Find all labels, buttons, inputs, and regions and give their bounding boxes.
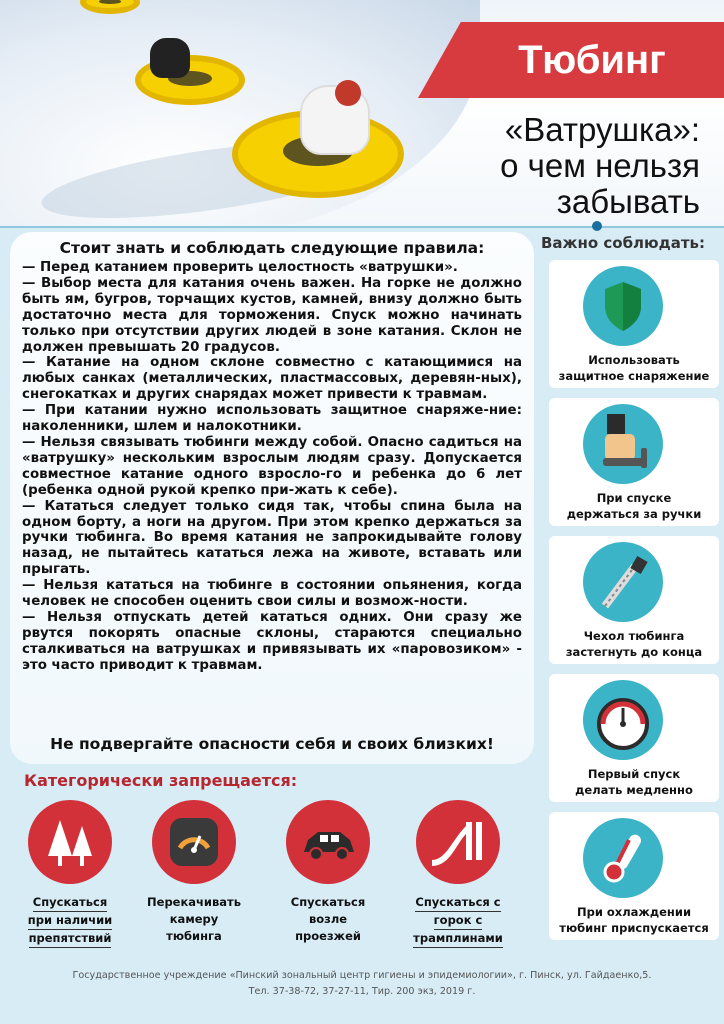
- car-icon: [286, 800, 370, 884]
- speedometer-icon: [583, 680, 663, 760]
- pressure-gauge-icon: [152, 800, 236, 884]
- footer-contacts: Тел. 37-38-72, 37-27-11, Тир. 200 экз, 2019 г.: [248, 986, 476, 997]
- shield-icon: [583, 266, 663, 346]
- divider-line: [0, 226, 724, 228]
- important-card-protective-gear: Использовать защитное снаряжение: [549, 260, 719, 388]
- rider-front-head: [335, 80, 361, 106]
- page-title: Тюбинг: [518, 38, 666, 82]
- rider-back: [150, 38, 190, 78]
- forbidden-item-overinflate: Перекачивать камеру тюбинга: [140, 800, 260, 950]
- rules-panel: [10, 232, 534, 764]
- important-title: Важно соблюдать:: [541, 234, 706, 252]
- trees-icon: [28, 800, 112, 884]
- forbidden-item-obstacles: Спускаться при наличии препятствий: [16, 800, 136, 950]
- rule-paragraph: — Катание на одном склоне совместно с катающимися на любых санках (металлических, пластмассовых, деревян-ных), снегокатках и других снарядах может привести к травмам.: [22, 355, 522, 403]
- important-card-hold-handles: При спуске держаться за ручки: [549, 398, 719, 526]
- rules-warning: Не подвергайте опасности себя и своих близких!: [50, 735, 494, 753]
- hand-grip-icon: [583, 404, 663, 484]
- important-card-deflate-cold: При охлаждении тюбинг приспускается: [549, 812, 719, 940]
- forbidden-title: Категорически запрещается:: [24, 771, 298, 790]
- forbidden-item-near-road: Спускаться возле проезжей: [274, 800, 394, 950]
- footer-address: Государственное учреждение «Пинский зональный центр гигиены и эпидемиологии», г. Пинск, ул. Гайдаенко,5.: [72, 970, 652, 981]
- divider-dot: [592, 221, 602, 231]
- rule-paragraph: — Перед катанием проверить целостность «ватрушки».: [22, 260, 458, 275]
- ramp-icon: [416, 800, 500, 884]
- rule-paragraph: — Выбор места для катания очень важен. На горке не должно быть ям, бугров, торчащих кустов, камней, внизу должно быть достаточно места для торможения. Спуск можно начинать только при отсутствии других людей в зоне катания. Склон не должен превышать 20 градусов.: [22, 275, 522, 355]
- rule-paragraph: — При катании нужно использовать защитное снаряже-ние: наколенники, шлем и налокотники.: [22, 403, 522, 435]
- rules-heading: Стоит знать и соблюдать следующие правила:: [59, 239, 485, 257]
- rule-paragraph: — Нельзя связывать тюбинги между собой. Опасно садиться на «ватрушку» нескольким взрослым людям сразу. Допускается совместное катание одного взросло-го и ребенка до 6 лет (ребенка одной рукой крепко при-жать к себе).: [22, 434, 522, 498]
- important-card-first-descent-slow: Первый спуск делать медленно: [549, 674, 719, 802]
- forbidden-item-ramps: Спускаться с горок с трамплинами: [404, 800, 524, 950]
- thermometer-icon: [583, 818, 663, 898]
- rule-paragraph: — Нельзя отпускать детей кататься одних. Они сразу же рвутся покорять опасные склоны, стараются специально сталкиваться на ватрушках и привязывать их «паровозиком» - это часто приводит к травмам.: [22, 609, 522, 673]
- page-footer: [0, 968, 724, 1000]
- rule-paragraph: — Нельзя кататься на тюбинге в состоянии опьянения, когда человек не способен оценить свои силы и возмож-ности.: [22, 578, 522, 610]
- rule-paragraph: — Кататься следует только сидя так, чтобы спина была на одном борту, а ноги на другом. При этом крепко держаться за ручки тюбинга. Во время катания не запрокидывайте голову назад, не пытайтесь кататься лежа на животе, вставать или прыгать.: [22, 498, 522, 578]
- page-subtitle: «Ватрушка»: о чем нельзя забывать: [500, 111, 700, 220]
- zipper-icon: [583, 542, 663, 622]
- important-card-zip-cover: Чехол тюбинга застегнуть до конца: [549, 536, 719, 664]
- rules-text: [22, 260, 522, 674]
